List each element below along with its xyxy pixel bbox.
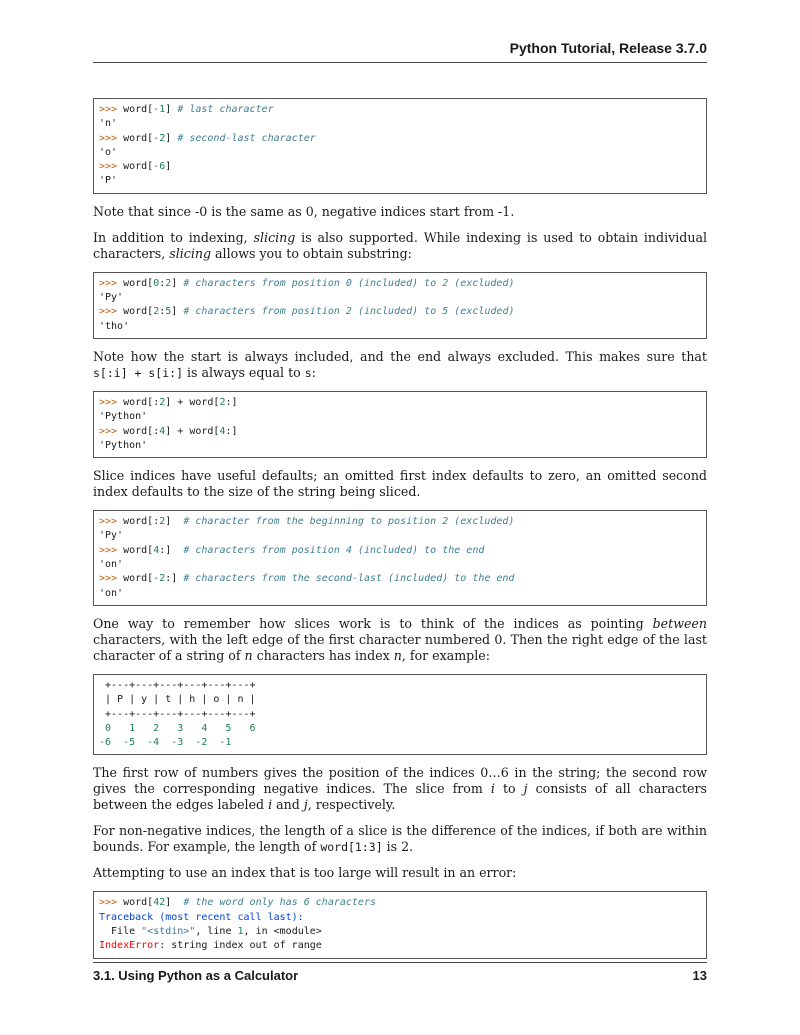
emphasis: j	[523, 781, 528, 797]
code-number: 2	[165, 277, 172, 289]
code-comment: # characters from position 4 (included) to the end	[183, 544, 485, 556]
code-line	[99, 320, 702, 334]
code-line	[99, 925, 702, 939]
code-text: :	[159, 277, 166, 289]
code-prompt: >>>	[99, 161, 124, 173]
page-number: 13	[692, 968, 707, 983]
code-line	[99, 515, 702, 529]
code-line	[99, 679, 702, 693]
code-output: 'Python'	[99, 411, 148, 423]
emphasis: i	[268, 797, 273, 813]
code-text: ]	[165, 132, 172, 144]
code-prompt: >>>	[99, 277, 124, 289]
code-line	[99, 291, 702, 305]
code-text: ]	[165, 516, 178, 528]
code-number: 5	[165, 306, 172, 318]
code-number: 4	[153, 544, 160, 556]
text-run: Note how the start is always included, and the end always excluded. This makes sure that	[93, 348, 707, 364]
code-text: word[:	[123, 425, 160, 437]
code-line	[99, 939, 702, 953]
emphasis: slicing	[253, 229, 296, 245]
code-block	[93, 510, 707, 606]
text-run: The first row of numbers gives the position of the indices 0…6 in the string; the second row gives the corresponding negative indices. The slice from	[93, 765, 707, 797]
code-comment: # characters from the second-last (included) to the end	[183, 573, 515, 585]
code-line	[99, 277, 702, 291]
text-run: , respectively.	[307, 797, 396, 813]
code-line	[99, 103, 702, 117]
emphasis: j	[303, 797, 308, 813]
code-number: -2	[153, 132, 166, 144]
code-number: -6	[153, 161, 166, 173]
traceback-header: Traceback (most recent call last):	[99, 911, 304, 923]
text-run: , for example:	[401, 647, 490, 663]
code-number: -2	[153, 573, 166, 585]
text-run: and	[272, 797, 304, 813]
code-line	[99, 708, 702, 722]
code-comment: # character from the beginning to position 2 (excluded)	[183, 516, 515, 528]
code-number: 2	[219, 396, 226, 408]
code-output: 'Python'	[99, 439, 148, 451]
code-line	[99, 693, 702, 707]
code-output: 'tho'	[99, 320, 130, 332]
code-number: -1	[153, 104, 166, 115]
paragraph: Slice indices have useful defaults; an omitted first index defaults to zero, an omitted second index defaults to the size of the string being sliced.	[93, 468, 707, 500]
text-run: characters, with the left edge of the first character numbered 0. Then the right edge of the last character of a string of	[93, 631, 707, 663]
code-prompt: >>>	[99, 516, 124, 528]
text-run: allows you to obtain substring:	[211, 245, 412, 261]
emphasis: n	[393, 647, 402, 663]
code-output: 'P'	[99, 175, 118, 187]
code-number: 4	[159, 425, 166, 437]
code-number: 0	[153, 277, 160, 289]
code-string: "<stdin>"	[141, 926, 196, 938]
code-text: , line	[195, 926, 238, 938]
emphasis: n	[244, 647, 253, 663]
code-block	[93, 272, 707, 339]
code-text: word[:	[123, 396, 160, 408]
running-header: Python Tutorial, Release 3.7.0	[509, 40, 707, 56]
paragraph	[93, 230, 707, 262]
code-text: ]	[165, 161, 172, 173]
code-text: word[	[123, 277, 154, 289]
code-block-error	[93, 891, 707, 958]
code-line	[99, 425, 702, 439]
code-text: word[:	[123, 516, 160, 528]
code-output: 'on'	[99, 559, 124, 571]
error-message: : string index out of range	[159, 940, 322, 952]
text-run: One way to remember how slices work is to think of the indices as pointing	[93, 615, 653, 631]
code-text: ]	[165, 104, 172, 115]
code-number: 2	[159, 516, 166, 528]
code-text: ] + word[	[165, 425, 220, 437]
code-output: 'Py'	[99, 292, 124, 304]
code-text: , in <module>	[243, 926, 322, 938]
text-run: is 2.	[382, 839, 414, 855]
code-text: word[	[123, 573, 154, 585]
paragraph	[93, 823, 707, 855]
code-text: :	[159, 306, 166, 318]
code-text: word[	[123, 544, 154, 556]
code-prompt: >>>	[99, 306, 124, 318]
code-prompt: >>>	[99, 573, 124, 585]
code-block-diagram	[93, 674, 707, 755]
code-number: 2	[159, 396, 166, 408]
code-line	[99, 572, 702, 586]
code-line	[99, 132, 702, 146]
code-text: :]	[159, 544, 178, 556]
paragraph: Attempting to use an index that is too large will result in an error:	[93, 865, 517, 881]
text-run: :	[311, 364, 316, 380]
code-text: ]	[171, 277, 178, 289]
code-line	[99, 558, 702, 572]
code-line	[99, 396, 702, 410]
code-index-row: 0 1 2 3 4 5 6	[99, 722, 256, 734]
emphasis: between	[652, 615, 707, 631]
paragraph	[93, 616, 707, 664]
code-line	[99, 439, 702, 453]
code-prompt: >>>	[99, 104, 124, 115]
text-run: is always equal to	[183, 364, 305, 380]
code-prompt: >>>	[99, 544, 124, 556]
code-text: word[	[123, 161, 154, 173]
code-prompt: >>>	[99, 132, 124, 144]
code-number: 4	[219, 425, 226, 437]
header-rule	[93, 62, 707, 63]
code-prompt: >>>	[99, 897, 124, 909]
code-text: :]	[165, 573, 178, 585]
inline-code: s	[304, 365, 312, 380]
code-line	[99, 722, 702, 736]
text-run: consists of all characters between the edges labeled	[93, 781, 707, 813]
code-line	[99, 117, 702, 131]
error-name: IndexError	[99, 940, 160, 952]
code-number: 2	[153, 306, 160, 318]
code-line	[99, 146, 702, 160]
text-run: characters has index	[252, 647, 394, 663]
code-text: word[	[123, 104, 154, 115]
code-output: 'o'	[99, 146, 118, 158]
inline-code: word[1:3]	[320, 840, 383, 855]
code-comment: # characters from position 0 (included) to 2 (excluded)	[183, 277, 515, 289]
code-comment: # the word only has 6 characters	[183, 897, 376, 909]
emphasis: i	[490, 781, 495, 797]
code-line	[99, 587, 702, 601]
code-text: word[	[123, 897, 154, 909]
code-output: +---+---+---+---+---+---+	[99, 708, 256, 720]
code-text: ] + word[	[165, 396, 220, 408]
code-text: ]	[165, 897, 178, 909]
code-comment: # characters from position 2 (included) to 5 (excluded)	[183, 306, 515, 318]
code-prompt: >>>	[99, 396, 124, 408]
code-line	[99, 305, 702, 319]
code-output: 'Py'	[99, 530, 124, 542]
code-output: 'on'	[99, 587, 124, 599]
code-line	[99, 410, 702, 424]
paragraph: Note that since -0 is the same as 0, negative indices start from -1.	[93, 203, 515, 219]
code-number: 1	[237, 926, 244, 938]
text-run: to	[494, 781, 524, 797]
footer-section: 3.1. Using Python as a Calculator	[93, 968, 299, 983]
code-block	[93, 98, 707, 194]
footer-rule	[93, 962, 707, 963]
code-index-row: -6 -5 -4 -3 -2 -1	[99, 737, 232, 749]
code-line	[99, 896, 702, 910]
code-output: +---+---+---+---+---+---+	[99, 679, 256, 691]
code-text: word[	[123, 306, 154, 318]
code-line	[99, 174, 702, 188]
code-comment: # last character	[177, 104, 274, 115]
inline-code: s[:i] + s[i:]	[93, 365, 184, 380]
emphasis: slicing	[169, 245, 212, 261]
code-text: word[	[123, 132, 154, 144]
code-text: :]	[225, 425, 238, 437]
code-comment: # second-last character	[177, 132, 316, 144]
text-run: In addition to indexing,	[93, 229, 254, 245]
text-run: is also supported. While indexing is used to obtain individual characters,	[93, 229, 707, 261]
code-output: | P | y | t | h | o | n |	[99, 694, 256, 706]
code-prompt: >>>	[99, 425, 124, 437]
code-line	[99, 529, 702, 543]
code-line	[99, 736, 702, 750]
code-line	[99, 911, 702, 925]
code-text: ]	[171, 306, 178, 318]
code-output: 'n'	[99, 118, 118, 130]
paragraph	[93, 349, 707, 381]
code-line	[99, 544, 702, 558]
code-text: :]	[225, 396, 238, 408]
code-line	[99, 160, 702, 174]
code-block	[93, 391, 707, 458]
text-run: For non-negative indices, the length of a slice is the difference of the indices, if both are within bounds. For example, the length of	[93, 823, 707, 855]
paragraph	[93, 765, 707, 813]
page-content	[93, 98, 707, 959]
code-text: File	[99, 926, 142, 938]
code-number: 42	[153, 897, 166, 909]
footer	[93, 968, 707, 983]
